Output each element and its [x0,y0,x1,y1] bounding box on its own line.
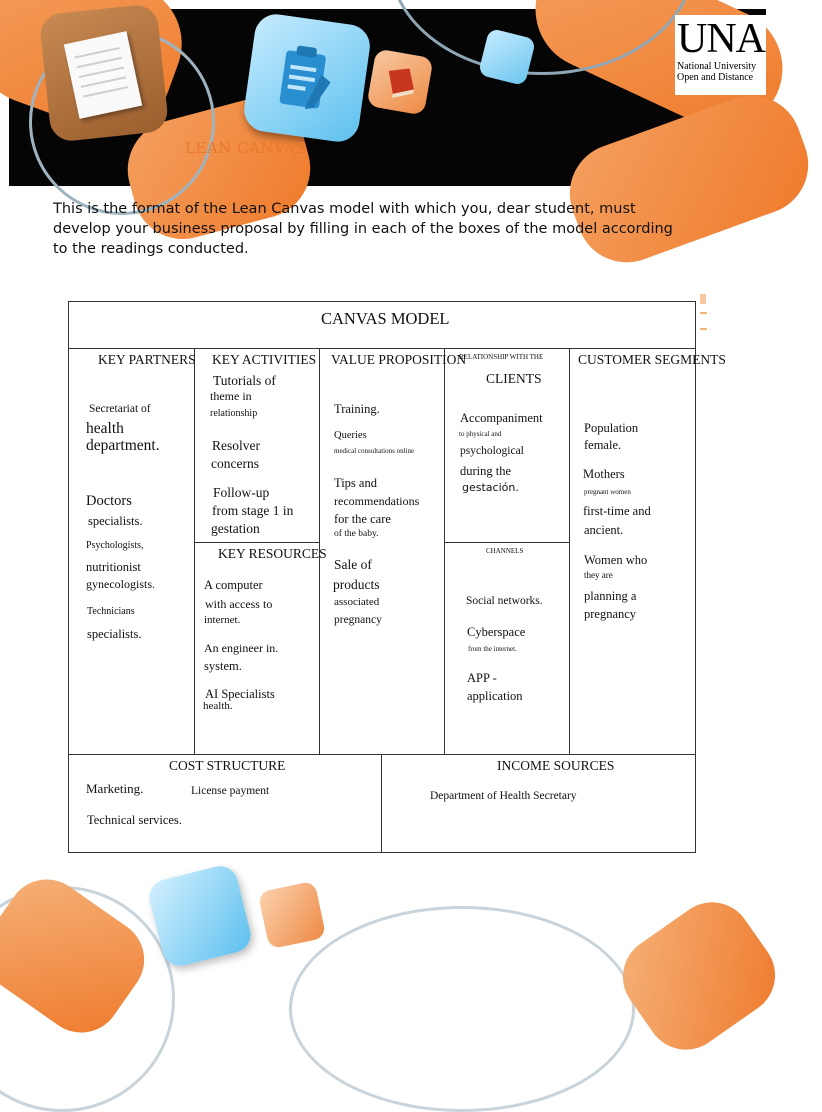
banner-title: LEAN CANVAS [185,139,307,157]
cell-text: products [333,577,380,592]
section-header: INCOME SOURCES [497,758,615,773]
cell-text: Cyberspace [467,625,526,639]
intro-paragraph: This is the format of the Lean Canvas model with which you, dear student, must develop your business proposal by filling in each of the boxes of the model according to the readings conducted. [53,201,673,257]
cell-text: Mothers [583,467,625,481]
section-header: KEY ACTIVITIES [212,352,317,367]
cell-text: concerns [211,456,259,471]
cell-text: to physical and [459,430,502,438]
cell-text: APP - [467,671,497,685]
cell-text: psychological [460,445,524,457]
cell-text: female. [584,438,622,452]
cell-text: Technicians [87,606,135,617]
section-header: KEY RESOURCES [218,546,327,561]
customer-segments-cell [569,348,726,754]
cell-text: they are [584,570,613,580]
cell-text: Social networks. [466,595,543,607]
cell-text: health [86,420,124,437]
cell-text: Follow-up [213,485,270,500]
cell-text: medical consultations online [334,447,415,455]
cell-text: specialists. [87,627,142,641]
book-icon [366,48,433,115]
cell-text: Resolver [212,438,260,453]
cell-text: specialists. [88,514,143,528]
cell-text: application [467,689,523,703]
cell-text: Marketing. [86,781,144,796]
section-header: CUSTOMER SEGMENTS [578,352,726,367]
grid-line [444,542,569,543]
cell-text: License payment [191,785,270,797]
clipboard-tile [241,12,372,145]
cell-text: with access to [205,597,273,611]
cell-text: Secretariat of [89,403,151,415]
cell-text: associated [334,596,380,608]
cell-text: nutritionist [86,560,141,574]
footer-decoration [9,866,706,972]
section-header: CHANNELS [486,547,524,555]
cell-text: relationship [210,408,258,419]
decorative-tile [258,881,327,950]
logo-text: UNA [677,16,765,62]
cell-text: during the [460,464,512,478]
cell-text: Queries [334,430,367,441]
cell-text: planning a [584,589,637,603]
grid-line [194,348,195,754]
cell-text: A computer [204,578,263,592]
decorative-mark [700,294,706,304]
cell-text: system. [204,659,242,673]
cell-text: Women who [584,553,648,567]
cell-text: gynecologists. [86,577,155,591]
section-header: CLIENTS [486,371,542,386]
grid-line [444,348,445,754]
section-header: KEY PARTNERS [98,352,196,367]
cell-text: Technical services. [87,813,182,827]
cell-text: Sale of [334,557,372,572]
cell-text: Psychologists, [86,540,144,551]
lean-canvas-table [68,301,726,853]
decorative-mark [700,312,707,314]
una-logo [675,15,766,95]
decorative-tile [478,28,536,86]
cell-text: AI Specialists [205,687,275,701]
cell-text: Tips and [334,476,377,490]
cell-text: An engineer in. [204,641,279,655]
cell-text: from the internet. [468,645,517,653]
section-header: COST STRUCTURE [169,758,286,773]
cell-text: Population [584,421,639,435]
cell-text: ancient. [584,523,624,537]
canvas-title: CANVAS MODEL [321,309,450,328]
cell-text: gestation [211,521,260,536]
cell-text: Doctors [86,493,132,509]
cell-text: Department of Health Secretary [430,790,577,802]
clipboard-icon [272,39,341,117]
decorative-mark [700,328,707,330]
cell-text: Training. [334,402,380,416]
cell-text: department. [86,437,160,454]
orange-shape [607,887,791,1066]
cell-text: health. [203,700,233,712]
cell-text: of the baby. [334,529,379,539]
cell-text: pregnant women [584,488,631,496]
cell-text: recommendations [334,494,420,508]
section-header-small: RELATIONSHIP WITH THE [459,353,544,361]
cell-text: theme in [210,389,252,403]
cell-text: gestación. [462,481,519,494]
cell-text: Accompaniment [460,411,543,425]
grid-line [194,542,319,543]
decorative-arc [289,906,635,1112]
grid-line [381,754,382,852]
cell-text: from stage 1 in [212,503,294,518]
cell-text: for the care [334,512,391,526]
header-banner [9,9,766,186]
grid-line [69,754,695,755]
book-tile [366,48,433,115]
logo-subtitle: Open and Distance [677,72,754,83]
cell-text: pregnancy [334,614,382,626]
cell-text: pregnancy [584,607,637,621]
cell-text: internet. [204,614,241,626]
cell-text: Tutorials of [213,373,276,388]
logo-subtitle: National University [677,61,757,72]
cell-text: first-time and [583,504,651,518]
section-header: VALUE PROPOSITION [331,352,467,367]
